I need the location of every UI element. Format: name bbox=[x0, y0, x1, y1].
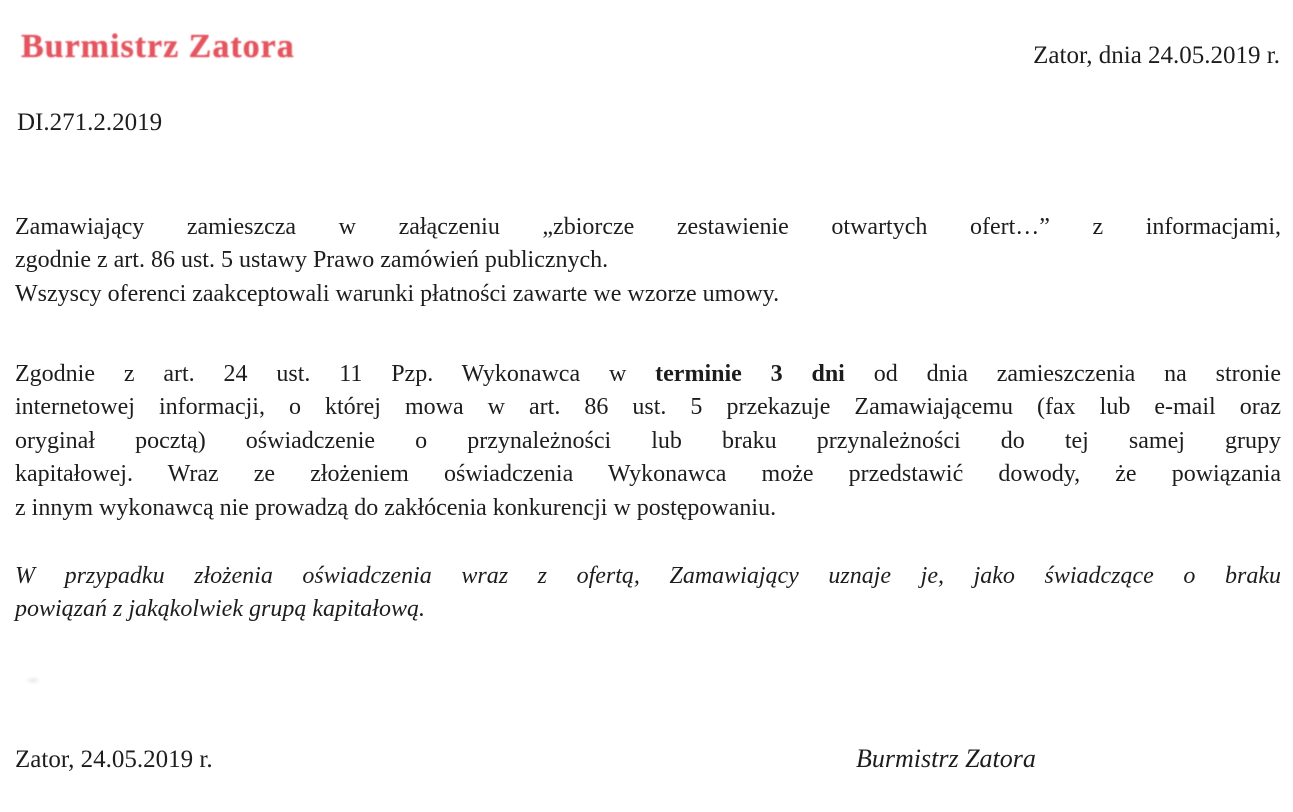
paragraph-deadline bbox=[15, 358, 1281, 525]
paragraph-opening bbox=[15, 211, 1281, 311]
text-line: Zgodnie z art. 24 ust. 11 Pzp. Wykonawca w terminie 3 dni od dnia zamieszczenia na stronie bbox=[15, 361, 1281, 387]
text-line: z innym wykonawcą nie prowadzą do zakłócenia konkurencji w postępowaniu. bbox=[15, 494, 777, 521]
scan-smudge bbox=[25, 676, 41, 685]
text-line: internetowej informacji, o której mowa w art. 86 ust. 5 przekazuje Zamawiającemu (fax lub e-mail oraz bbox=[15, 394, 1281, 421]
text-line: kapitałowej. Wraz ze złożeniem oświadczenia Wykonawca może przedstawić dowody, że powiązania bbox=[15, 461, 1281, 488]
signature-title: Burmistrz Zatora bbox=[856, 744, 1036, 773]
text-line: powiązań z jakąkolwiek grupą kapitałową. bbox=[15, 596, 425, 623]
text-line: W przypadku złożenia oświadczenia wraz z ofertą, Zamawiający uznaje je, jako świadczące o braku bbox=[15, 563, 1281, 589]
paragraph-note bbox=[15, 560, 1281, 627]
text-line: oryginał pocztą) oświadczenie o przynależności lub braku przynależności do tej samej grupy bbox=[15, 427, 1281, 454]
mayor-stamp: Burmistrz Zatora bbox=[21, 28, 295, 65]
text-line: Zamawiający zamieszcza w załączeniu „zbiorcze zestawienie otwartych ofert…” z informacjami, bbox=[15, 214, 1281, 240]
text-line: zgodnie z art. 86 ust. 5 ustawy Prawo zamówień publicznych. bbox=[15, 247, 609, 274]
letter-date-top: Zator, dnia 24.05.2019 r. bbox=[1033, 42, 1280, 69]
reference-number: DI.271.2.2019 bbox=[17, 109, 163, 136]
footer-place-date: Zator, 24.05.2019 r. bbox=[15, 746, 213, 773]
text-line: Wszyscy oferenci zaakceptowali warunki płatności zawarte we wzorze umowy. bbox=[15, 280, 780, 307]
